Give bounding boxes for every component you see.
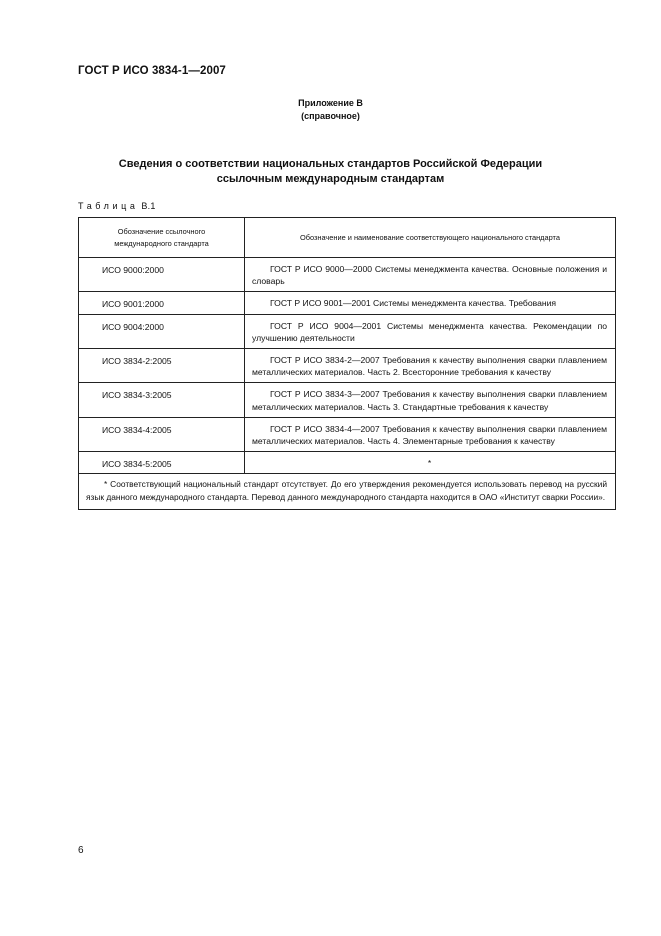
reference-standard-cell: ИСО 3834-5:2005 (79, 452, 245, 474)
appendix-subtitle: (справочное) (301, 111, 360, 121)
reference-standard-cell: ИСО 9000:2000 (79, 258, 245, 292)
appendix-title: Приложение В (298, 98, 363, 108)
table-row (79, 383, 616, 417)
national-standard-cell: ГОСТ Р ИСО 3834-4—2007 Требования к качеству выполнения сварки плавлением металлических материалов. Часть 4. Элементарные требования к качеству (245, 417, 616, 451)
table-label-word: Таблица (78, 201, 139, 211)
national-standard-cell: ГОСТ Р ИСО 9001—2001 Системы менеджмента качества. Требования (245, 292, 616, 314)
reference-standard-cell: ИСО 3834-3:2005 (79, 383, 245, 417)
national-standard-cell: ГОСТ Р ИСО 9000—2000 Системы менеджмента качества. Основные положения и словарь (245, 258, 616, 292)
col-header-reference (79, 218, 245, 258)
table-row (79, 314, 616, 348)
reference-standard-cell: ИСО 9004:2000 (79, 314, 245, 348)
appendix-caption (0, 97, 661, 123)
national-standard-cell: * (245, 452, 616, 474)
reference-standard-cell: ИСО 3834-2:2005 (79, 349, 245, 383)
table-row (79, 258, 616, 292)
col-header-national: Обозначение и наименование соответствующего национального стандарта (245, 218, 616, 258)
reference-standard-cell: ИСО 3834-4:2005 (79, 417, 245, 451)
section-heading-line1: Сведения о соответствии национальных стандартов Российской Федерации (118, 158, 543, 170)
national-standard-cell: ГОСТ Р ИСО 9004—2001 Системы менеджмента качества. Рекомендации по улучшению деятельности (245, 314, 616, 348)
table-footnote-row (79, 474, 616, 510)
correspondence-table (78, 217, 616, 510)
table-row (79, 417, 616, 451)
section-heading (0, 157, 661, 187)
col-header-reference-line2: международного стандарта (114, 238, 209, 248)
table-label (78, 201, 156, 211)
table-row (79, 292, 616, 314)
national-standard-cell: ГОСТ Р ИСО 3834-3—2007 Требования к качеству выполнения сварки плавлением металлических материалов. Часть 3. Стандартные требования к качеству (245, 383, 616, 417)
page-number: 6 (78, 845, 84, 856)
table-row (79, 349, 616, 383)
col-header-reference-line1: Обозначение ссылочного (117, 226, 206, 236)
national-standard-cell: ГОСТ Р ИСО 3834-2—2007 Требования к качеству выполнения сварки плавлением металлических материалов. Часть 2. Всесторонние требования к качеству (245, 349, 616, 383)
document-id: ГОСТ Р ИСО 3834-1—2007 (78, 65, 226, 77)
reference-standard-cell: ИСО 9001:2000 (79, 292, 245, 314)
section-heading-line2: ссылочным международным стандартам (216, 173, 445, 185)
table-footnote: * Соответствующий национальный стандарт отсутствует. До его утверждения рекомендуется использовать перевод на русский язык данного международного стандарта. Перевод данного международного стандарта находится в ОАО «Институт сварки России». (79, 474, 616, 510)
table-row (79, 452, 616, 474)
table-header-row (79, 218, 616, 258)
table-label-number: В.1 (141, 201, 156, 211)
